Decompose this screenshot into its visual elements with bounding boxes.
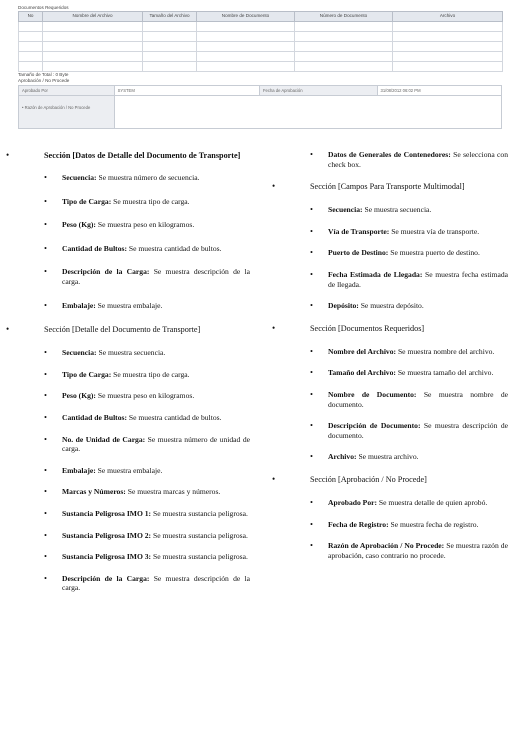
item-term: Puerto de Destino: — [328, 248, 389, 258]
table-row — [19, 32, 503, 42]
bullet-icon: • — [44, 195, 47, 206]
item-term: Nombre de Documento: — [328, 389, 417, 399]
item-term: Cantidad de Bultos: — [62, 243, 127, 253]
list-item — [310, 541, 508, 560]
section-heading — [272, 323, 508, 334]
approval-section-title: Aprobación / No Procede — [18, 78, 70, 83]
item-term: Tamaño del Archivo: — [328, 368, 396, 378]
section-title: Sección [Datos de Detalle del Documento de Transporte] — [44, 151, 241, 160]
bullet-icon: • — [44, 347, 47, 358]
item-term: Descripción de la Carga: — [62, 573, 150, 583]
item-term: Peso (Kg): — [62, 220, 96, 230]
list-item — [310, 227, 508, 237]
item-term: Tipo de Carga: — [62, 369, 112, 379]
item-term: Datos de Generales de Contenedores: — [328, 150, 451, 159]
table-header-row — [19, 12, 503, 22]
item-term: No. de Unidad de Carga: — [62, 434, 146, 444]
col-header-file-name: Nombre del Archivo — [43, 12, 143, 22]
item-description: Se muestra secuencia. — [96, 348, 166, 358]
bullet-icon: • — [44, 433, 47, 444]
bullet-icon: • — [44, 486, 47, 497]
item-description: Se muestra tipo de carga. — [111, 196, 190, 206]
col-header-document-name: Nombre de Documento — [197, 12, 295, 22]
item-term: Sustancia Peligrosa IMO 3: — [62, 552, 152, 562]
bullet-icon: • — [310, 420, 313, 431]
item-term: Archivo: — [328, 452, 357, 462]
section-title: Sección [Detalle del Documento de Transporte] — [44, 325, 201, 335]
item-description: Se muestra número de secuencia. — [96, 173, 200, 182]
bullet-icon: • — [310, 367, 313, 378]
list-item — [44, 301, 250, 311]
embedded-screenshot — [18, 4, 502, 129]
bullet-icon: • — [272, 181, 276, 192]
col-header-document-number: Número de Documento — [295, 12, 393, 22]
approval-panel — [18, 85, 502, 129]
section-heading — [6, 150, 250, 161]
bullet-icon: • — [310, 247, 313, 258]
table-row — [19, 62, 503, 72]
item-term: Secuencia: — [328, 205, 363, 215]
list-item — [44, 197, 250, 207]
bullet-icon: • — [44, 507, 47, 518]
bullet-icon: • — [44, 368, 47, 379]
item-description: Se muestra tipo de carga. — [111, 369, 190, 379]
required-documents-title: Documentos Requeridos — [18, 5, 69, 10]
bullet-icon: • — [44, 219, 47, 230]
total-size-text: Tamaño de Total : 0 Byte — [18, 72, 69, 77]
list-item — [310, 347, 508, 357]
item-description: Se muestra peso en kilogramos. — [95, 391, 195, 401]
section-title: Sección [Aprobación / No Procede] — [310, 474, 427, 484]
item-description: Se muestra detalle de quien aprobó. — [377, 497, 488, 507]
item-description: Se muestra nombre de documento. — [328, 389, 508, 409]
approval-reason-label: • Razón de Aprobación / No Procede — [19, 96, 115, 128]
left-column — [6, 150, 250, 605]
list-item — [310, 248, 508, 258]
bullet-icon: • — [6, 324, 10, 335]
item-term: Sustancia Peligrosa IMO 2: — [62, 530, 152, 540]
list-item — [310, 205, 508, 215]
table-row — [19, 42, 503, 52]
bullet-icon: • — [310, 345, 313, 356]
list-item — [44, 391, 250, 401]
bullet-icon: • — [310, 225, 313, 236]
bullet-icon: • — [310, 518, 313, 529]
item-term: Secuencia: — [62, 173, 97, 182]
col-header-file-size: Tamaño del Archivo — [143, 12, 197, 22]
item-description: Se muestra secuencia. — [362, 205, 432, 215]
item-term: Fecha Estimada de Llegada: — [328, 269, 423, 279]
list-item — [44, 370, 250, 380]
list-item — [44, 435, 250, 454]
item-description: Se muestra descripción de la carga. — [62, 573, 250, 593]
list-item — [44, 244, 250, 254]
bullet-icon: • — [272, 473, 276, 484]
table-row — [19, 52, 503, 62]
item-term: Peso (Kg): — [62, 391, 96, 401]
bullet-icon: • — [310, 496, 313, 507]
item-description: Se muestra sustancia peligrosa. — [151, 552, 248, 562]
item-term: Descripción de la Carga: — [62, 267, 150, 277]
item-description: Se muestra sustancia peligrosa. — [151, 508, 248, 518]
bullet-icon: • — [44, 266, 47, 277]
bullet-icon: • — [44, 572, 47, 583]
item-term: Secuencia: — [62, 348, 97, 358]
item-description: Se muestra nombre del archivo. — [396, 346, 495, 356]
bullet-icon: • — [310, 300, 313, 311]
item-description: Se muestra razón de aprobación, caso contrario no procede. — [328, 541, 508, 560]
item-description: Se selecciona con check box. — [328, 150, 509, 169]
item-description: Se muestra descripción de la carga. — [62, 267, 250, 286]
item-description: Se muestra número de unidad de carga. — [62, 434, 250, 454]
item-description: Se muestra archivo. — [356, 452, 419, 462]
item-description: Se muestra descripción de documento. — [328, 421, 508, 440]
item-description: Se muestra fecha de registro. — [388, 519, 479, 529]
item-term: Depósito: — [328, 301, 359, 311]
bullet-icon: • — [6, 150, 10, 160]
list-item — [310, 520, 508, 530]
item-term: Tipo de Carga: — [62, 196, 112, 206]
item-term: Descripción de Documento: — [328, 421, 421, 431]
list-item — [44, 173, 250, 183]
approved-by-value: SYSTEM — [115, 86, 260, 95]
bullet-icon: • — [44, 172, 47, 182]
item-description: Se muestra peso en kilogramos. — [95, 220, 195, 230]
bullet-icon: • — [44, 411, 47, 422]
list-item — [44, 552, 250, 562]
item-description: Se muestra puerto de destino. — [388, 248, 480, 258]
approval-date-value: 31/08/2012 06:02 PM — [380, 88, 421, 93]
list-item — [44, 267, 250, 286]
col-header-file: Archivo — [393, 12, 503, 22]
bullet-icon: • — [310, 451, 313, 462]
item-term: Vía de Transporte: — [328, 226, 390, 236]
item-term: Embalaje: — [62, 465, 96, 475]
section-heading — [6, 324, 250, 335]
section-title: Sección [Documentos Requeridos] — [310, 323, 425, 333]
col-header-no: No — [19, 12, 43, 22]
item-description: Se muestra cantidad de bultos. — [127, 412, 222, 422]
item-description: Se muestra fecha estimada de llegada. — [328, 269, 508, 289]
list-item — [44, 574, 250, 593]
bullet-icon: • — [310, 540, 313, 551]
item-description: Se muestra marcas y números. — [125, 487, 221, 497]
section-title: Sección [Campos Para Transporte Multimodal] — [310, 182, 465, 192]
list-item — [44, 531, 250, 541]
section-heading — [272, 181, 508, 192]
bullet-icon: • — [44, 529, 47, 540]
bullet-icon: • — [44, 390, 47, 401]
list-item — [310, 452, 508, 462]
item-description: Se muestra embalaje. — [95, 465, 163, 475]
list-item — [44, 220, 250, 230]
list-item — [44, 466, 250, 476]
approved-by-label: Aprobado Por — [19, 86, 115, 95]
bullet-icon: • — [310, 204, 313, 215]
list-item — [310, 150, 508, 169]
list-item — [44, 348, 250, 358]
bullet-icon: • — [272, 322, 276, 333]
approval-reason-field — [115, 96, 501, 128]
item-description: Se muestra sustancia peligrosa. — [151, 530, 248, 540]
bullet-icon: • — [44, 464, 47, 475]
item-term: Razón de Aprobación / No Procede: — [328, 541, 445, 551]
bullet-icon: • — [44, 551, 47, 562]
bullet-icon: • — [310, 149, 313, 159]
right-column — [272, 150, 508, 572]
item-description: Se muestra vía de transporte. — [389, 226, 480, 236]
bullet-icon: • — [310, 268, 313, 279]
bullet-icon: • — [44, 299, 47, 310]
list-item — [310, 498, 508, 508]
list-item — [310, 368, 508, 378]
item-term: Aprobado Por: — [328, 497, 378, 507]
item-term: Embalaje: — [62, 300, 96, 310]
list-item — [310, 270, 508, 289]
bullet-icon: • — [44, 242, 47, 253]
item-term: Fecha de Registro: — [328, 519, 389, 529]
item-description: Se muestra cantidad de bultos. — [127, 243, 222, 253]
list-item — [310, 421, 508, 440]
list-item — [44, 509, 250, 519]
table-row — [19, 22, 503, 32]
item-term: Marcas y Números: — [62, 487, 126, 497]
item-description: Se muestra tamaño del archivo. — [395, 368, 494, 378]
list-item — [310, 390, 508, 409]
bullet-icon: • — [310, 388, 313, 399]
section-heading — [272, 474, 508, 485]
approval-date-label: Fecha de Aprobación — [260, 86, 378, 95]
required-documents-table — [18, 11, 503, 72]
item-term: Sustancia Peligrosa IMO 1: — [62, 508, 152, 518]
list-item — [44, 487, 250, 497]
item-description: Se muestra embalaje. — [95, 300, 163, 310]
item-term: Cantidad de Bultos: — [62, 412, 127, 422]
list-item — [310, 301, 508, 311]
item-description: Se muestra depósito. — [358, 301, 424, 311]
item-term: Nombre del Archivo: — [328, 346, 397, 356]
list-item — [44, 413, 250, 423]
